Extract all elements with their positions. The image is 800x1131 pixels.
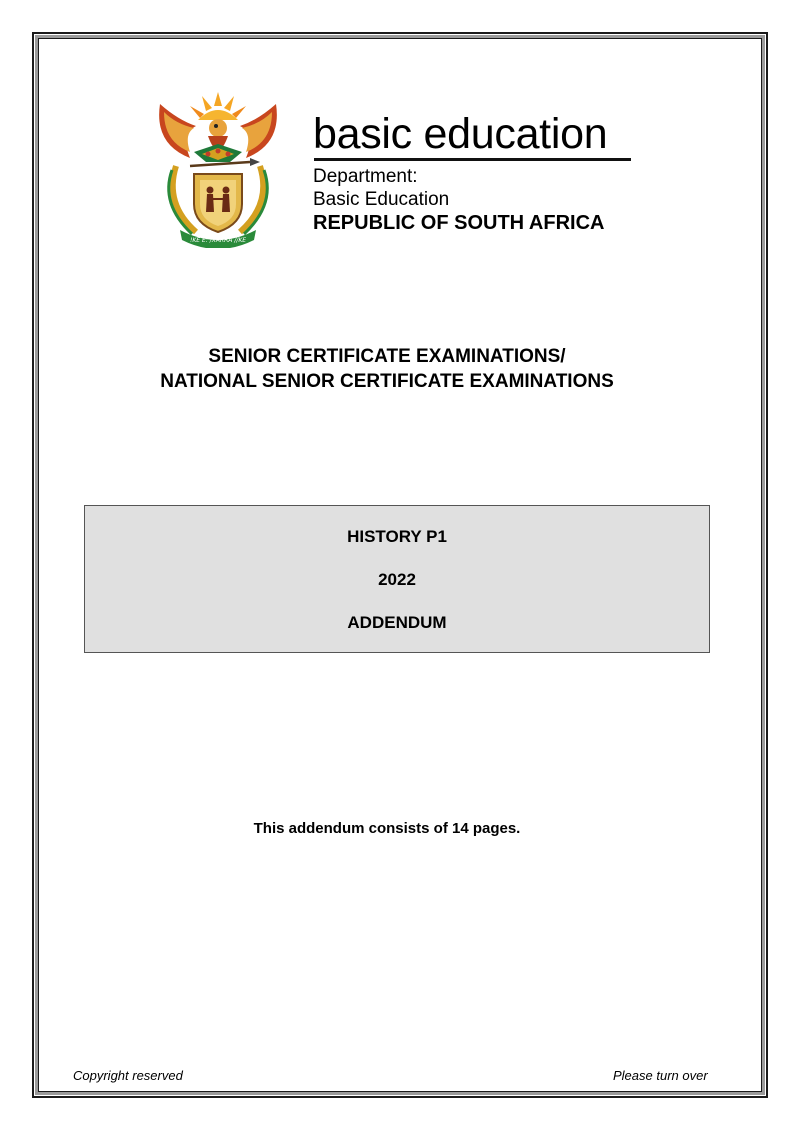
exam-title-line-1: SENIOR CERTIFICATE EXAMINATIONS/ <box>208 346 566 367</box>
country-name: REPUBLIC OF SOUTH AFRICA <box>313 212 605 234</box>
left-tusk-icon <box>173 166 196 232</box>
department-name: Basic Education <box>313 189 450 210</box>
page-count-note: This addendum consists of 14 pages. <box>253 820 521 837</box>
exam-year: 2022 <box>378 570 416 589</box>
brand-title: basic education <box>313 110 608 158</box>
subject-box <box>84 505 710 653</box>
sun-icon <box>190 92 246 120</box>
turn-over-footer: Please turn over <box>613 1068 708 1083</box>
protea-icon <box>194 144 242 162</box>
subject-title: HISTORY P1 <box>347 527 447 546</box>
shield-icon <box>194 174 242 232</box>
right-tusk-icon <box>240 166 263 232</box>
spear-icon <box>190 162 250 166</box>
department-label: Department: <box>313 166 418 187</box>
coat-of-arms-icon <box>150 84 286 248</box>
copyright-footer: Copyright reserved <box>73 1068 183 1083</box>
document-type: ADDENDUM <box>347 613 447 632</box>
exam-title-line-2: NATIONAL SENIOR CERTIFICATE EXAMINATIONS <box>160 371 614 392</box>
brand-underline <box>314 158 631 161</box>
motto-text: !KE E: /XARRA //KE <box>189 237 247 244</box>
